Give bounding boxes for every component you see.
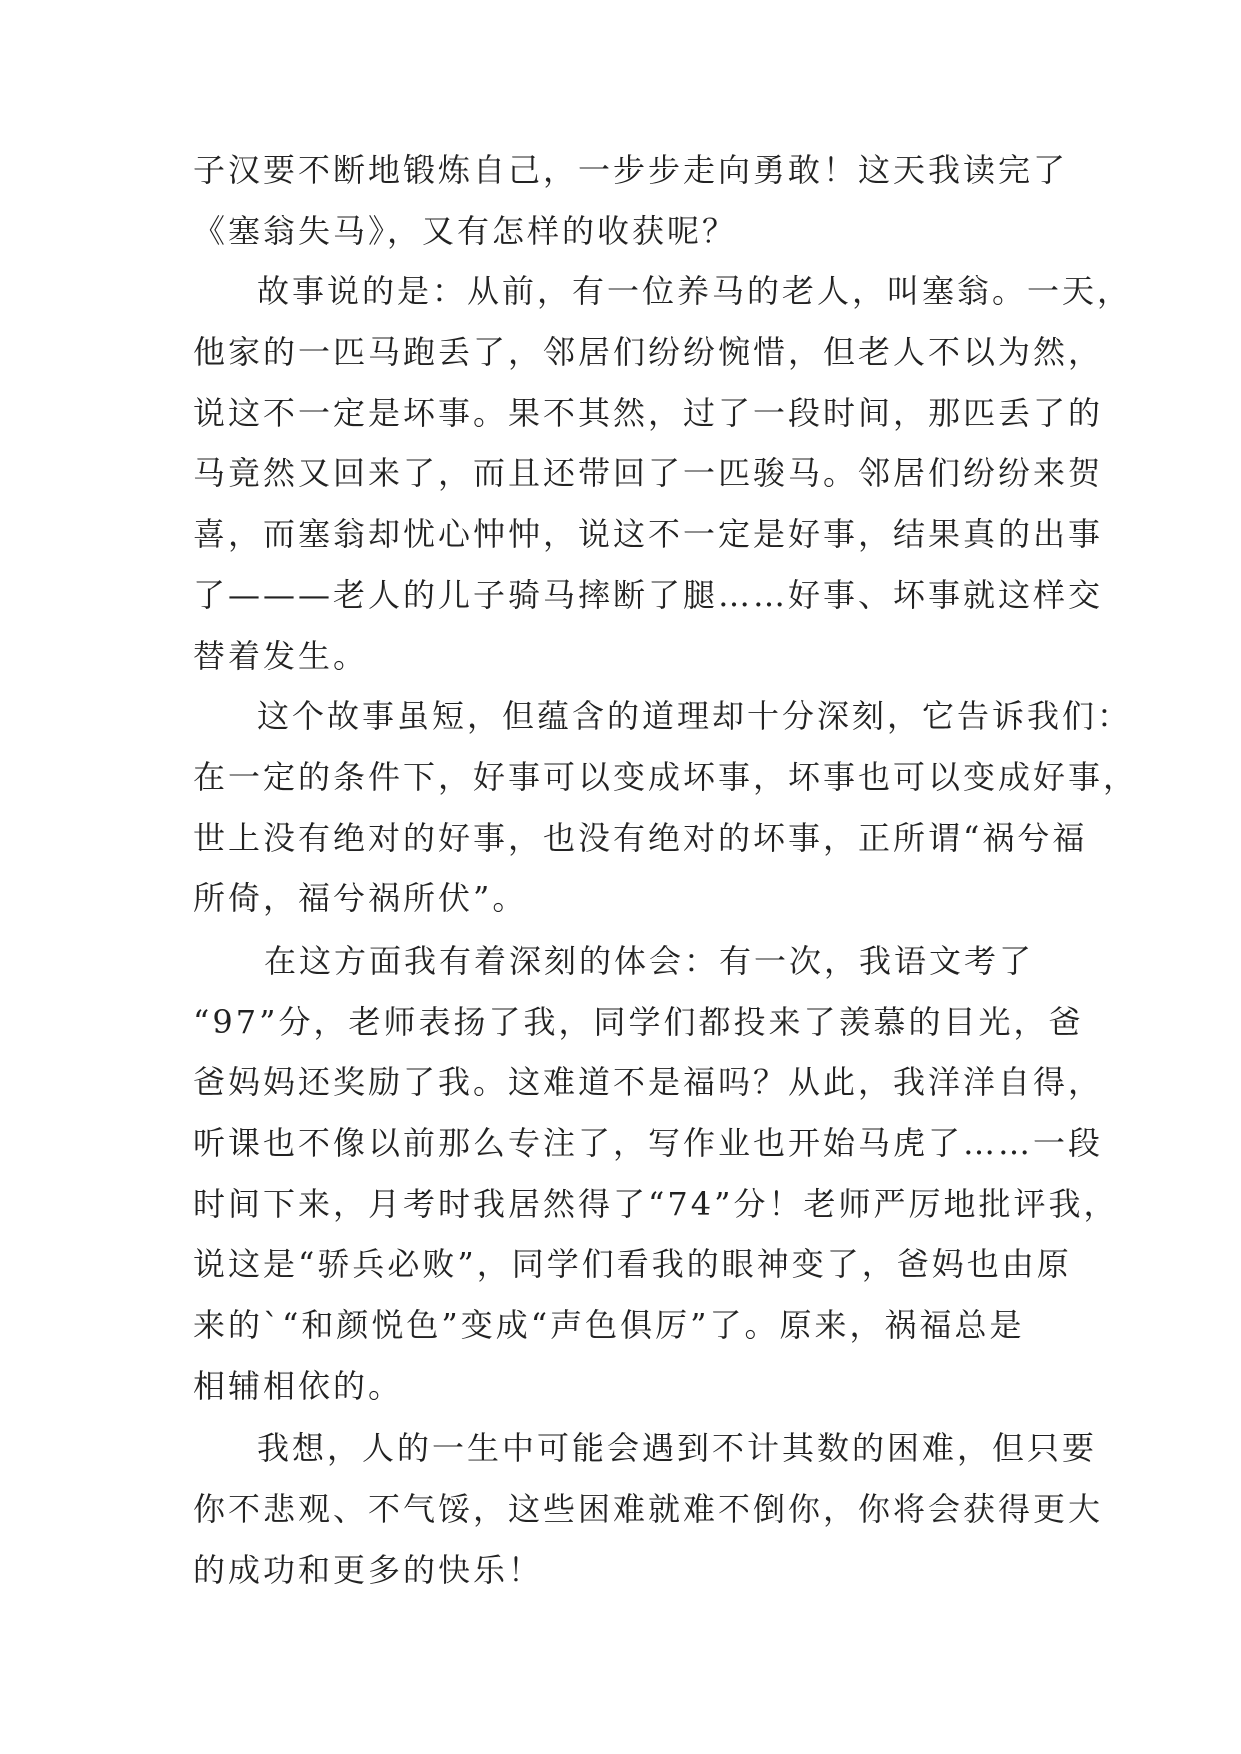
paragraph-start-line: 这个故事虽短，但蕴含的道理却十分深刻，它告诉我们：	[257, 697, 1133, 736]
text-line: 了———老人的儿子骑马摔断了腿……好事、坏事就这样交	[193, 575, 1104, 614]
text-line: 在一定的条件下，好事可以变成坏事，坏事也可以变成好事，	[193, 757, 1139, 796]
essay-body	[193, 140, 1139, 1601]
text-line: 听课也不像以前那么专注了，写作业也开始马虎了……一段	[193, 1124, 1104, 1162]
text-line: 世上没有绝对的好事，也没有绝对的坏事，正所谓“祸兮福	[193, 818, 1088, 857]
text-line: 的成功和更多的快乐！	[193, 1550, 544, 1589]
text-line: 相辅相依的。	[193, 1366, 404, 1405]
text-line: 你不悲观、不气馁，这些困难就难不倒你，你将会获得更大	[193, 1490, 1104, 1529]
paragraph-start-line: 在这方面我有着深刻的体会：有一次，我语文考了	[264, 941, 1035, 980]
text-line: 爸妈妈还奖励了我。这难道不是福吗？从此，我洋洋自得，	[193, 1063, 1104, 1102]
text-line: 替着发生。	[193, 636, 369, 675]
text-line: 子汉要不断地锻炼自己，一步步走向勇敢！这天我读完了	[193, 151, 1069, 189]
text-line: 来的`“和颜悦色”变成“声色俱厉”了。原来，祸福总是	[193, 1306, 1025, 1345]
text-line: 《塞翁失马》，又有怎样的收获呢？	[193, 211, 738, 250]
text-line: 喜，而塞翁却忧心忡忡，说这不一定是好事，结果真的出事	[193, 515, 1104, 554]
text-line: 所倚，福兮祸所伏”。	[193, 879, 528, 918]
paragraph-start-line: 我想，人的一生中可能会遇到不计其数的困难，但只要	[257, 1429, 1098, 1468]
text-line: 时间下来，月考时我居然得了“74”分！老师严厉地批评我，	[193, 1184, 1119, 1223]
text-line: “97”分，老师表扬了我，同学们都投来了羡慕的目光，爸	[193, 1002, 1084, 1041]
text-line: 说这不一定是坏事。果不其然，过了一段时间，那匹丢了的	[193, 393, 1104, 432]
text-line: 说这是“骄兵必败”，同学们看我的眼神变了，爸妈也由原	[193, 1245, 1072, 1284]
paragraph-start-line: 故事说的是：从前，有一位养马的老人，叫塞翁。一天，	[257, 272, 1133, 311]
text-line: 马竟然又回来了，而且还带回了一匹骏马。邻居们纷纷来贺	[193, 454, 1104, 493]
text-line: 他家的一匹马跑丢了，邻居们纷纷惋惜，但老人不以为然，	[193, 333, 1104, 372]
